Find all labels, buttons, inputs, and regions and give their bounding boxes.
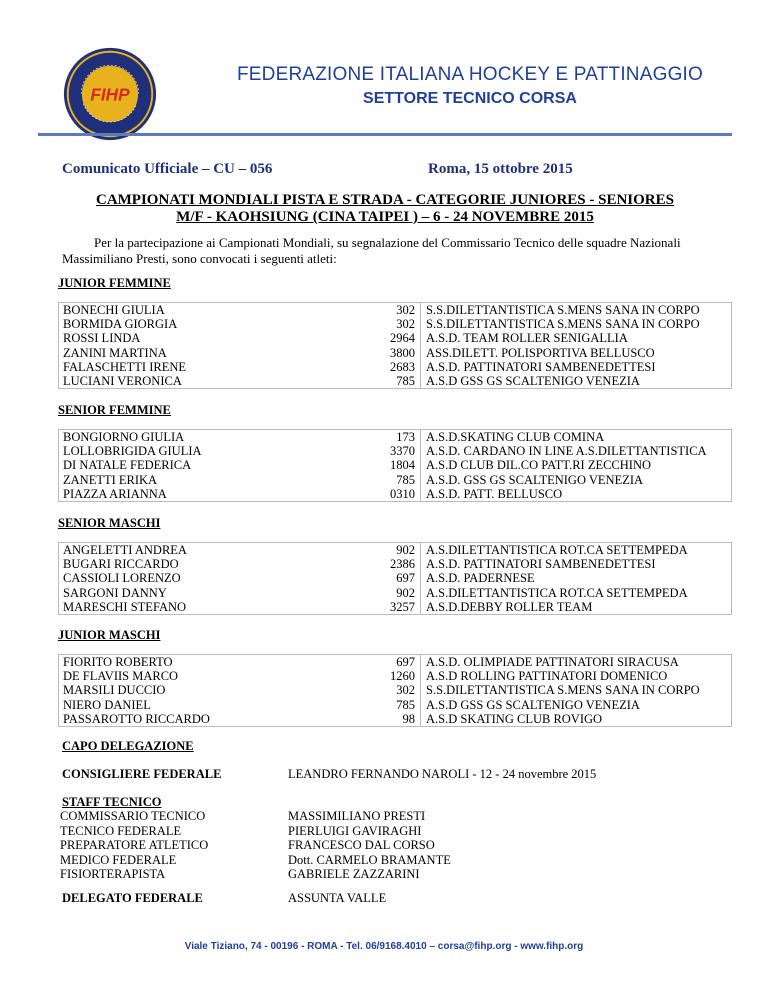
logo-text: FIHP [90,84,130,105]
club-code: 2386 [359,557,421,571]
athlete-name: BONECHI GIULIA [63,303,165,317]
club-code: 302 [359,683,421,697]
staff-name: PIERLUIGI GAVIRAGHI [288,823,422,838]
club-code: 3800 [359,346,421,360]
table-row [59,430,731,444]
club-name: A.S.D. PADERNESE [426,571,535,586]
club-code: 2683 [359,360,421,374]
table-row [59,683,731,697]
club-name: A.S.D CLUB DIL.CO PATT.RI ZECCHINO [426,458,652,473]
club-name: A.S.D SKATING CLUB ROVIGO [426,711,603,726]
athletes-table-junior-femmine [58,302,732,389]
delegato-label: DELEGATO FEDERALE [62,891,203,905]
table-row [59,557,731,571]
club-code: 98 [359,712,421,726]
athlete-name: MARESCHI STEFANO [63,599,187,614]
club-code: 3257 [359,600,421,614]
sector-subtitle: SETTORE TECNICO CORSA [363,90,577,107]
intro-paragraph: Per la partecipazione ai Campionati Mondiali, su segnalazione del Commissario Tecnico delle squadre Nazionali Massimiliano Presti, sono convocati i seguenti atleti: [62,235,681,266]
staff-role: TECNICO FEDERALE [60,823,182,838]
section-title-junior-maschi: JUNIOR MASCHI [58,628,161,642]
club-name: A.S.D. PATT. BELLUSCO [426,486,563,501]
section-title-senior-femmine: SENIOR FEMMINE [58,403,171,417]
club-code: 785 [359,374,421,388]
table-row [59,487,731,501]
athletes-table-junior-maschi [58,654,732,727]
table-row [59,458,731,472]
athlete-name: MARSILI DUCCIO [63,683,166,698]
staff-name: GABRIELE ZAZZARINI [288,867,420,882]
club-name: A.S.D GSS GS SCALTENIGO VENEZIA [426,697,640,712]
club-name: ASS.DILETT. POLISPORTIVA BELLUSCO [426,345,655,360]
table-row [59,543,731,557]
staff-label: STAFF TECNICO [62,795,162,809]
club-code: 785 [359,473,421,487]
title-line-2: M/F - KAOHSIUNG (CINA TAIPEI ) – 6 - 24 NOVEMBRE 2015 [176,209,594,225]
table-row [59,655,731,669]
club-name: A.S.D.DEBBY ROLLER TEAM [426,599,593,614]
delegato-value: ASSUNTA VALLE [288,891,387,905]
club-code: 302 [359,317,421,331]
staff-role: FISIORTERAPISTA [60,867,166,882]
table-row [59,571,731,585]
athlete-name: BONGIORNO GIULIA [63,430,185,444]
capo-delegazione-label: CAPO DELEGAZIONE [62,739,194,753]
staff-role: COMMISSARIO TECNICO [60,809,206,823]
athletes-table-senior-maschi [58,542,732,615]
club-name: A.S.DILETTANTISTICA ROT.CA SETTEMPEDA [426,585,688,600]
club-code: 902 [359,586,421,600]
club-code: 302 [359,303,421,317]
club-code: 697 [359,655,421,669]
staff-role: MEDICO FEDERALE [60,852,177,867]
table-row [59,374,731,388]
club-code: 902 [359,543,421,557]
club-code: 0310 [359,487,421,501]
athlete-name: BUGARI RICCARDO [63,557,179,572]
table-row [59,303,731,317]
club-name: A.S.D ROLLING PATTINATORI DOMENICO [426,669,668,684]
athlete-name: DI NATALE FEDERICA [63,458,192,473]
club-code: 173 [359,430,421,444]
athlete-name: PIAZZA ARIANNA [63,486,167,501]
club-name: A.S.D. PATTINATORI SAMBENEDETTESI [426,557,656,572]
footer-contacts: Viale Tiziano, 74 - 00196 - ROMA - Tel. 06/9168.4010 – corsa@fihp.org - www.fihp.org [184,941,584,952]
club-name: A.S.D. CARDANO IN LINE A.S.DILETTANTISTICA [426,444,707,459]
consigliere-label: CONSIGLIERE FEDERALE [62,767,222,781]
staff-names [288,809,451,882]
club-code: 1804 [359,458,421,472]
club-name: S.S.DILETTANTISTICA S.MENS SANA IN CORPO [426,317,700,332]
staff-name: MASSIMILIANO PRESTI [288,809,426,823]
athlete-name: ZANETTI ERIKA [63,472,158,487]
title-line-1: CAMPIONATI MONDIALI PISTA E STRADA - CATEGORIE JUNIORES - SENIORES [95,192,674,208]
table-row [59,444,731,458]
club-code: 3370 [359,444,421,458]
athlete-name: BORMIDA GIORGIA [63,317,178,332]
athlete-name: FIORITO ROBERTO [63,655,173,669]
section-title-junior-femmine: JUNIOR FEMMINE [58,276,171,290]
athlete-name: DE FLAVIIS MARCO [63,669,179,684]
athlete-name: NIERO DANIEL [63,697,151,712]
table-row [59,698,731,712]
federation-title: FEDERAZIONE ITALIANA HOCKEY E PATTINAGGIO [236,64,704,85]
athletes-table-senior-femmine [58,429,732,502]
fihp-logo [62,46,158,142]
club-name: A.S.D.SKATING CLUB COMINA [426,430,605,444]
table-row [59,331,731,345]
staff-name: FRANCESCO DAL CORSO [288,838,435,853]
athlete-name: ROSSI LINDA [63,331,141,346]
table-row [59,586,731,600]
staff-roles [60,809,208,882]
table-row [59,360,731,374]
club-name: A.S.D. TEAM ROLLER SENIGALLIA [426,331,628,346]
athlete-name: LUCIANI VERONICA [63,374,182,389]
section-title-senior-maschi: SENIOR MASCHI [58,516,161,530]
table-row [59,317,731,331]
table-row [59,346,731,360]
header-rule [38,133,732,136]
staff-name: Dott. CARMELO BRAMANTE [288,852,451,867]
club-name: A.S.DILETTANTISTICA ROT.CA SETTEMPEDA [426,543,688,557]
table-row [59,669,731,683]
club-name: A.S.D. GSS GS SCALTENIGO VENEZIA [426,472,644,487]
table-row [59,712,731,726]
club-code: 697 [359,571,421,585]
athlete-name: FALASCHETTI IRENE [63,359,187,374]
athlete-name: PASSAROTTO RICCARDO [63,711,210,726]
club-name: A.S.D. OLIMPIADE PATTINATORI SIRACUSA [426,655,679,669]
club-name: S.S.DILETTANTISTICA S.MENS SANA IN CORPO [426,683,700,698]
club-name: A.S.D GSS GS SCALTENIGO VENEZIA [426,374,640,389]
club-code: 785 [359,698,421,712]
athlete-name: CASSIOLI LORENZO [63,571,181,586]
document-title [40,192,730,226]
athlete-name: SARGONI DANNY [63,585,167,600]
club-code: 1260 [359,669,421,683]
table-row [59,473,731,487]
staff-role: PREPARATORE ATLETICO [60,838,209,853]
table-row [59,600,731,614]
club-code: 2964 [359,331,421,345]
club-name: A.S.D. PATTINATORI SAMBENEDETTESI [426,359,656,374]
communique-date: Roma, 15 ottobre 2015 [428,161,573,177]
club-name: S.S.DILETTANTISTICA S.MENS SANA IN CORPO [426,303,700,317]
athlete-name: ANGELETTI ANDREA [63,543,187,557]
communique-number: Comunicato Ufficiale – CU – 056 [62,161,273,177]
athlete-name: ZANINI MARTINA [63,345,167,360]
athlete-name: LOLLOBRIGIDA GIULIA [63,444,202,459]
consigliere-value: LEANDRO FERNANDO NAROLI - 12 - 24 novembre 2015 [288,767,597,781]
